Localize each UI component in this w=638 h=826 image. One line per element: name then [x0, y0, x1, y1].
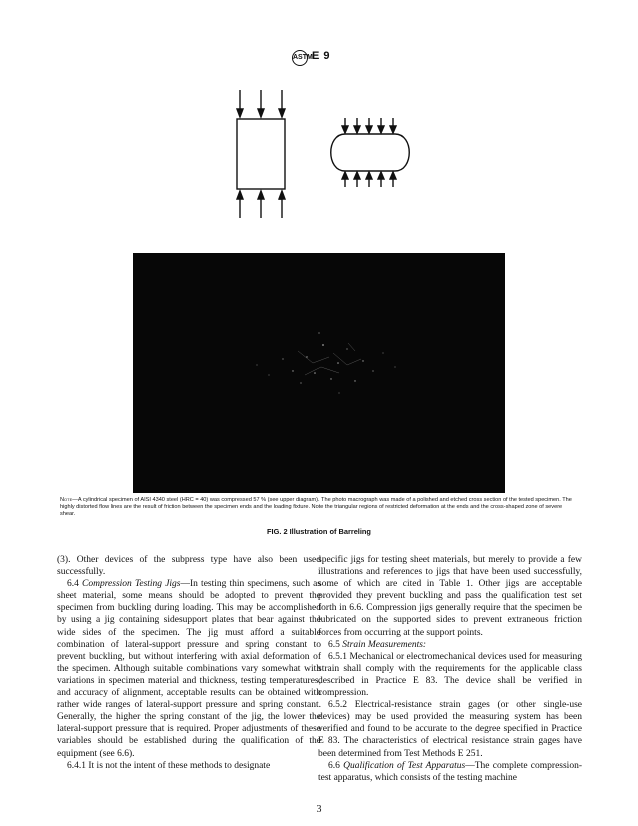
section-text: —In testing thin specimens, such as sheet material, some means should be adopted to prevent the specimen from buckling during loading. This may be accomplished by using a jig containing sidesupport plates that bear against the wide sides of the specimen. The jig must afford a suitable combination of lateral-support pressure and spring constant to prevent buckling, but without interfering with axial deformation of the specimen. Although suitable combinations vary somewhat with variations in specimen material and thickness, testing temperatures, and accuracy of alignment, acceptable results can be obtained with rather wide ranges of lateral-support pressure and spring constant. Generally, the higher the spring constant of the jig, the lower the lateral-support pressure that is required. Proper adjustments of these variables should be established during the qualification of the equipment (see 6.6). [57, 579, 321, 759]
section-number: 6.5 [328, 639, 343, 650]
note-text: —A cylindrical specimen of AISI 4340 steel (HRC = 40) was compressed 57 % (see upper diagram). The photo macrograph was made of a polished and etched cross section of the tested specimen. The highly distorted flow lines are the result of friction between the specimen ends and the loading fixture. Note the triangular regions of restricted deformation at the ends and the cross-shaped zone of severe shear. [60, 497, 572, 518]
section-title: Qualification of Test Apparatus [343, 760, 466, 771]
barreled-outline [331, 134, 410, 171]
top-load-arrows-compressed [342, 118, 396, 133]
top-load-arrows [237, 90, 285, 117]
section-number: 6.4 [67, 579, 83, 590]
figure-caption: FIG. 2 Illustration of Barreling [267, 527, 371, 536]
barreled-specimen [331, 118, 410, 187]
right-column [318, 554, 582, 784]
standard-designation: E 9 [312, 50, 331, 62]
bottom-load-arrows [237, 191, 285, 218]
section-6-5-2: 6.5.2 Electrical-resistance strain gages (or other single-use devices) may be used provided the measuring system has been verified and found to be accurate to the degree specified in Practice E 83. The characteristics of electrical resistance strain gages have been determined from Test Methods E 251. [318, 700, 582, 759]
section-number: 6.6 [328, 760, 344, 771]
macrograph-speckle [133, 253, 505, 493]
section-6-6 [318, 760, 582, 784]
cylinder-outline [237, 119, 285, 189]
section-6-5 [318, 639, 582, 651]
note-label: Note [60, 497, 73, 503]
section-6-4 [57, 578, 321, 759]
section-title: Compression Testing Jigs [82, 579, 181, 590]
barreling-diagram [200, 82, 440, 222]
section-6-4-1: 6.4.1 It is not the intent of these methods to designate [67, 760, 271, 771]
macrograph-photo [133, 253, 505, 493]
section-text: —The complete compression-test apparatus, which consists of the testing machine [318, 760, 582, 783]
astm-logo: ASTM [292, 50, 308, 66]
page-header [0, 48, 638, 70]
bottom-load-arrows-compressed [342, 172, 396, 187]
section-title: Strain Measurements: [342, 639, 427, 650]
paragraph-subpress: (3). Other devices of the subpress type have also been used successfully. [57, 555, 321, 578]
paragraph-jigs-continued: specific jigs for testing sheet materials, but merely to provide a few illustrations and references to jigs that have been used successfully, some of which are cited in Table 1. Other jigs are acceptable provided they prevent buckling and pass the qualification test set forth in 6.6. Compression jigs generally require that the specimen be lubricated on the supported sides to prevent extraneous friction forces from occurring at the support points. [318, 555, 582, 638]
left-column [57, 554, 321, 772]
section-6-5-1: 6.5.1 Mechanical or electromechanical devices used for measuring strain shall comply with the requirements for the applicable class described in Practice E 83. The device shall be verified in compression. [318, 651, 582, 699]
page-number: 3 [316, 804, 322, 815]
unloaded-specimen [237, 90, 285, 218]
figure-note [60, 497, 578, 519]
